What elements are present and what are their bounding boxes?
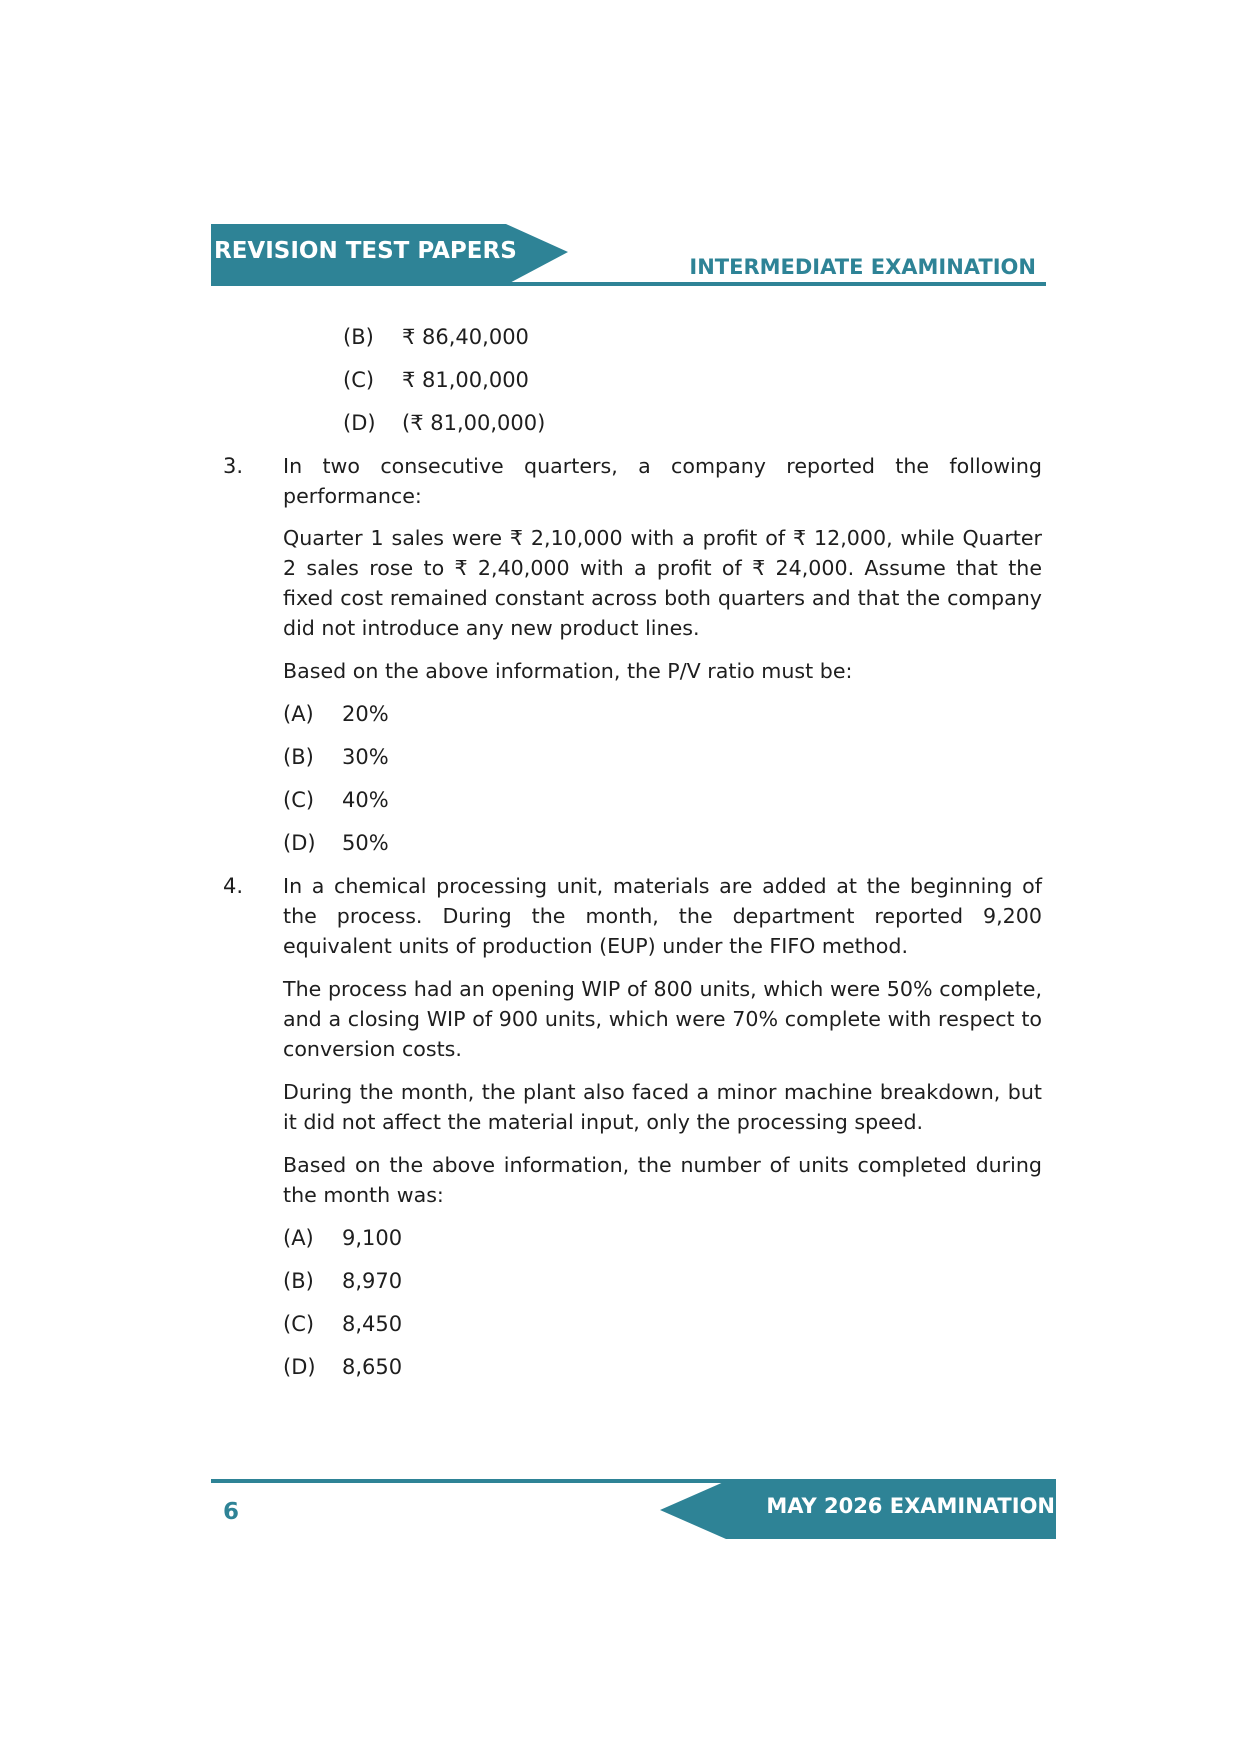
q3-intro: In two consecutive quarters, a company reported the following performance: — [283, 454, 1042, 508]
q4-option-b-value: 8,970 — [342, 1269, 403, 1293]
q4-number: 4. — [223, 874, 244, 898]
q3-option-d-value: 50% — [342, 831, 389, 855]
q2-option-b-letter: (B) — [343, 325, 374, 349]
q3-option-c-letter: (C) — [283, 788, 315, 812]
q3-option-a-value: 20% — [342, 702, 389, 726]
q4-option-c-value: 8,450 — [342, 1312, 403, 1336]
q4-option-a-value: 9,100 — [342, 1226, 403, 1250]
q3-option-a-letter: (A) — [283, 702, 314, 726]
q4-option-c-letter: (C) — [283, 1312, 315, 1336]
q3-option-d-letter: (D) — [283, 831, 316, 855]
q3-option-c-value: 40% — [342, 788, 389, 812]
q4-intro: In a chemical processing unit, materials are added at the beginning of the process. During the month, the department reported 9,200 equivalent units of production (EUP) under the FIFO method. — [283, 874, 1042, 958]
footer-exam-label: MAY 2026 EXAMINATION — [766, 1494, 1055, 1518]
header-exam-label: INTERMEDIATE EXAMINATION — [689, 255, 1036, 279]
q3-question: Based on the above information, the P/V ratio must be: — [283, 659, 853, 683]
page-number: 6 — [223, 1499, 240, 1525]
q2-option-c-letter: (C) — [343, 368, 375, 392]
q3-option-b-letter: (B) — [283, 745, 314, 769]
q4-option-b-letter: (B) — [283, 1269, 314, 1293]
q2-option-c-value: ₹ 81,00,000 — [402, 368, 529, 392]
header-divider — [211, 282, 1046, 286]
q3-number: 3. — [223, 454, 244, 478]
q4-option-d-letter: (D) — [283, 1355, 316, 1379]
q4-question: Based on the above information, the number of units completed during the month was: — [283, 1153, 1042, 1207]
q4-option-a-letter: (A) — [283, 1226, 314, 1250]
q4-option-d-value: 8,650 — [342, 1355, 403, 1379]
q4-paragraph-1: The process had an opening WIP of 800 units, which were 50% complete, and a closing WIP of 900 units, which were 70% complete with respect to conversion costs. — [283, 977, 1042, 1061]
q3-paragraph: Quarter 1 sales were ₹ 2,10,000 with a profit of ₹ 12,000, while Quarter 2 sales rose to ₹ 2,40,000 with a profit of ₹ 24,000. Assume that the fixed cost remained constant across both quarters and that the company did not introduce any new product lines. — [283, 526, 1042, 640]
header-banner-title: REVISION TEST PAPERS — [214, 238, 517, 264]
q2-option-d-letter: (D) — [343, 411, 376, 435]
q4-paragraph-2: During the month, the plant also faced a minor machine breakdown, but it did not affect the material input, only the processing speed. — [283, 1080, 1042, 1134]
q3-option-b-value: 30% — [342, 745, 389, 769]
q2-option-b-value: ₹ 86,40,000 — [402, 325, 529, 349]
q2-option-d-value: (₹ 81,00,000) — [402, 411, 546, 435]
